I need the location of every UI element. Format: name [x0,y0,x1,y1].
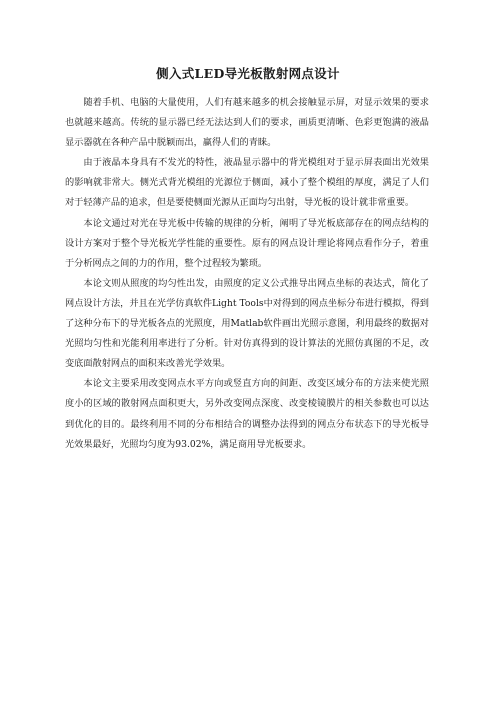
paragraph: 本论文通过对光在导光板中传输的规律的分析，阐明了导光板底部存在的网点结构的设计方案对于整个导光板光学性能的重要性。原有的网点设计理论将网点看作分子，着重于分析网点之间的力的作用，整个过程较为繁琐。 [65,217,429,269]
paragraph: 随着手机、电脑的大量使用，人们有越来越多的机会接触显示屏，对显示效果的要求也就越来越高。传统的显示器已经无法达到人们的要求，画质更清晰、色彩更饱满的液晶显示器就在各种产品中脱颖而出，赢得人们的青睐。 [65,97,429,149]
paragraph: 本论文则从照度的均匀性出发，由照度的定义公式推导出网点坐标的表达式，简化了网点设计方法，并且在光学仿真软件Light Tools中对得到的网点坐标分布进行模拟，得到了这种分布下的导光板各点的光照度，用Matlab软件画出光照示意图，利用最终的数据对光照均匀性和光能利用率进行了分析。针对仿真得到的设计算法的光照仿真图的不足，改变底面散射网点的面积来改善光学效果。 [65,277,429,370]
document-body [65,93,429,455]
paragraph: 本论文主要采用改变网点水平方向或竖直方向的间距、改变区域分布的方法来使光照度小的区域的散射网点面积更大，另外改变网点深度、改变棱镜膜片的相关参数也可以达到优化的目的。最终利用不同的分布相结合的调整办法得到的网点分布状态下的导光板导光效果最好，光照均匀度为93.02%，满足商用导光板要求。 [65,378,429,450]
paragraph: 由于液晶本身具有不发光的特性，液晶显示器中的背光模组对于显示屏表面出光效果的影响就非常大。侧光式背光模组的光源位于侧面，减小了整个模组的厚度，满足了人们对于轻薄产品的追求，但是要使侧面光源从正面均匀出射，导光板的设计就非常重要。 [65,157,429,209]
document-title: 侧入式LED导光板散射网点设计 [156,66,340,81]
